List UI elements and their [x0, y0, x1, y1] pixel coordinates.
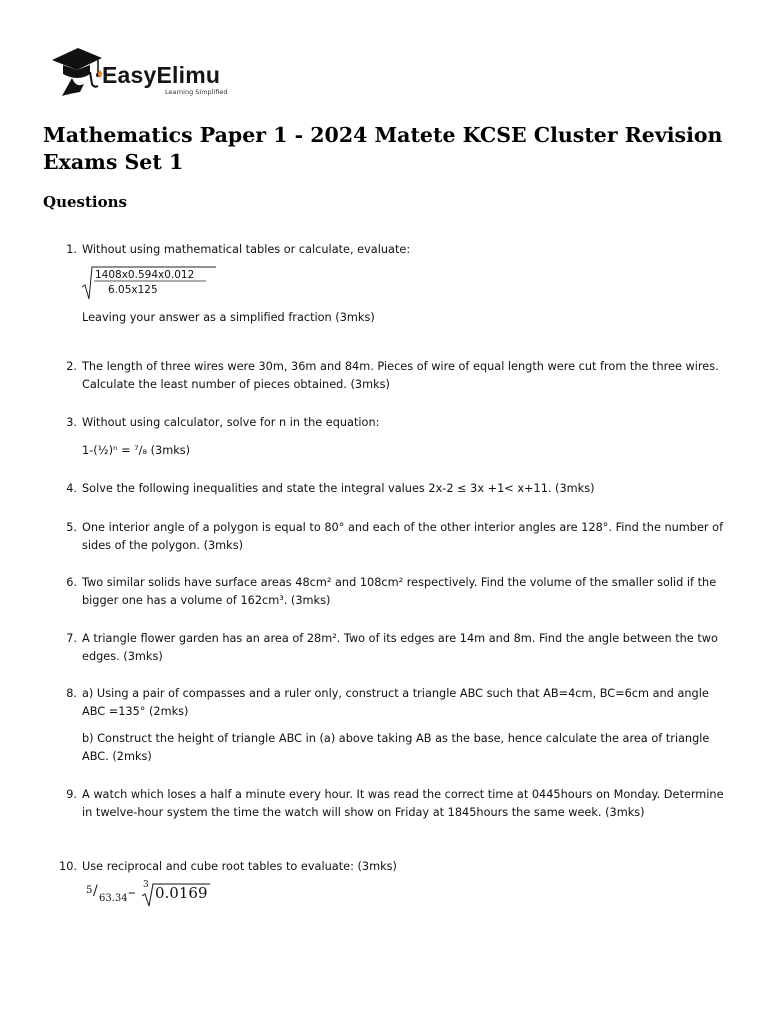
question-text: A watch which loses a half a minute every hour. It was read the correct time at 0445hours on Monday. Determine in twelve-hour system the time the watch will show on Friday at 1845hours the same week. (3mks): [82, 788, 724, 819]
brand-name: EasyElimu: [102, 62, 221, 88]
section-heading: Questions: [43, 193, 127, 211]
question-number: 2.: [66, 360, 77, 373]
fraction-numerator: 5: [86, 884, 93, 896]
fraction-denominator: 63.34: [99, 892, 128, 904]
question-text: Solve the following inequalities and state the integral values 2x-2 ≤ 3x +1< x+11. (3mks): [82, 482, 595, 495]
sqrt-numerator: 1408x0.594x0.012: [95, 268, 195, 281]
sqrt-expression: [82, 265, 232, 301]
question-text: Two similar solids have surface areas 48cm² and 108cm² respectively. Find the volume of the smaller solid if the bigger one has a volume of 162cm³. (3mks): [82, 576, 717, 607]
question-1: [58, 241, 728, 326]
question-number: 5.: [66, 521, 77, 534]
easyelimu-logo: [50, 44, 250, 100]
question-6: [58, 574, 728, 609]
question-number: 7.: [66, 632, 77, 645]
root-index: 3: [143, 879, 149, 890]
question-text: A triangle flower garden has an area of 28m². Two of its edges are 14m and 8m. Find the angle between the two edges. (3mks): [82, 632, 718, 663]
question-number: 6.: [66, 576, 77, 589]
question-text: The length of three wires were 30m, 36m and 84m. Pieces of wire of equal length were cut from the three wires. Calculate the least number of pieces obtained. (3mks): [82, 360, 719, 391]
question-5: [58, 519, 728, 554]
question-text: Without using calculator, solve for n in the equation:: [82, 416, 380, 429]
question-part-a: a) Using a pair of compasses and a ruler only, construct a triangle ABC such that AB=4cm, BC=6cm and angle ABC =135° (2mks): [82, 687, 709, 718]
question-number: 9.: [66, 788, 77, 801]
question-4: [58, 480, 728, 498]
question-text: One interior angle of a polygon is equal to 80° and each of the other interior angles are 128°. Find the number of sides of the polygon. (3mks): [82, 521, 724, 552]
question-part-b: b) Construct the height of triangle ABC in (a) above taking AB as the base, hence calculate the area of triangle ABC. (2mks): [82, 732, 710, 763]
question-9: [58, 786, 728, 821]
sqrt-denominator: 6.05x125: [108, 283, 158, 296]
question-number: 10.: [59, 860, 77, 873]
radicand: 0.0169: [155, 883, 208, 902]
page-title: Mathematics Paper 1 - 2024 Matete KCSE Cluster Revision Exams Set 1: [43, 123, 723, 174]
question-number: 8.: [66, 687, 77, 700]
question-note: Leaving your answer as a simplified fraction (3mks): [82, 310, 375, 324]
question-2: [58, 358, 728, 393]
question-text: Without using mathematical tables or calculate, evaluate:: [82, 243, 411, 256]
question-8: [58, 685, 728, 765]
question-number: 4.: [66, 482, 77, 495]
question-7: [58, 630, 728, 665]
question-text: Use reciprocal and cube root tables to evaluate: (3mks): [82, 860, 397, 873]
question-10: [58, 858, 728, 910]
question-3: [58, 414, 728, 459]
equation: 1-(½)ⁿ = ⁷/₈ (3mks): [82, 443, 191, 457]
brand-tagline: Learning Simplified: [165, 88, 228, 96]
fraction-slash: /: [93, 882, 98, 899]
question-number: 3.: [66, 416, 77, 429]
graduation-cap-icon: [50, 44, 110, 100]
reciprocal-cube-root-expression: [82, 879, 728, 910]
minus-sign: –: [128, 882, 136, 901]
question-number: 1.: [66, 243, 77, 256]
